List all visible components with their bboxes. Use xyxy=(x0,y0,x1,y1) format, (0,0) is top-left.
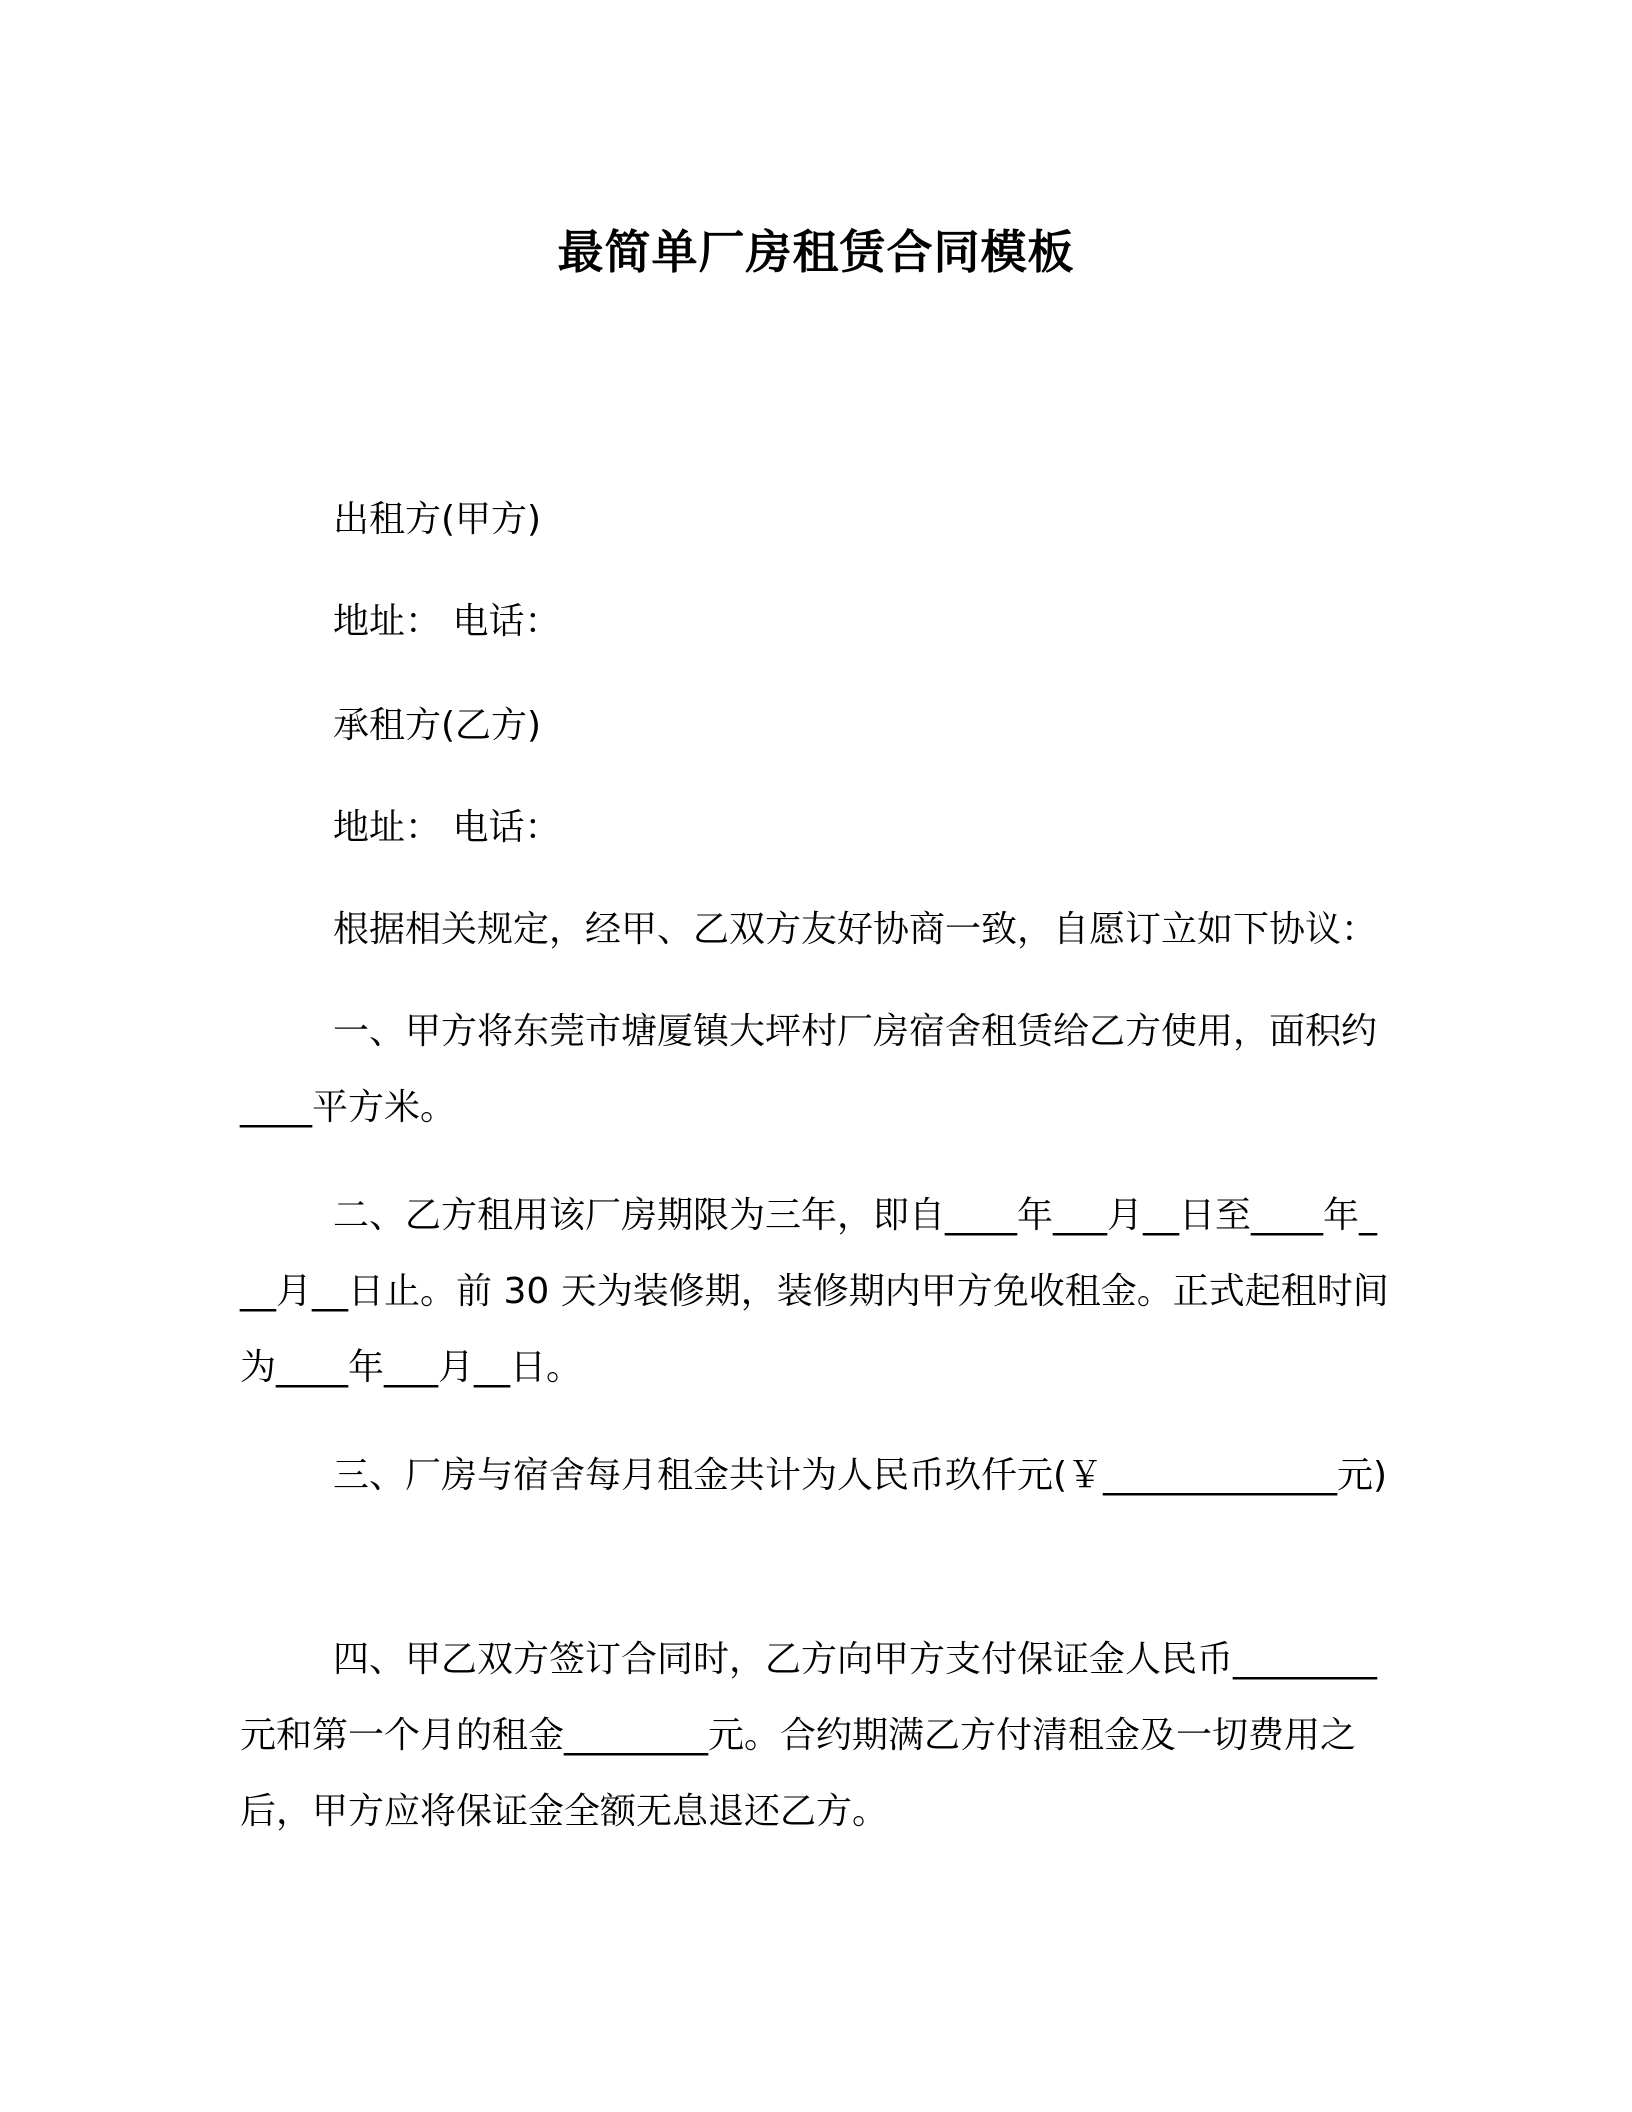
lessee-label: 承租方(乙方) xyxy=(333,705,542,746)
intro-paragraph: 根据相关规定，经甲、乙双方友好协商一致，自愿订立如下协议： xyxy=(333,909,1378,950)
lessor-label: 出租方(甲方) xyxy=(333,499,542,540)
clause-4: 四、甲乙双方签订合同时，乙方向甲方支付保证金人民币________元和第一个月的租金________元。合约期满乙方付清租金及一切费用之后，甲方应将保证金全额无息退还乙方。 xyxy=(240,1639,1378,1832)
clause-1: 一、甲方将东莞市塘厦镇大坪村厂房宿舍租赁给乙方使用，面积约____平方米。 xyxy=(240,1011,1378,1128)
lessor-contact: 地址： 电话： xyxy=(333,601,561,642)
document-title: 最简单厂房租赁合同模板 xyxy=(557,225,1075,279)
lessee-contact: 地址： 电话： xyxy=(333,807,561,848)
clause-3: 三、厂房与宿舍每月租金共计为人民币玖仟元(￥_____________元) xyxy=(333,1455,1388,1496)
clause-2: 二、乙方租用该厂房期限为三年，即自____年___月__日至____年___月__日止。前 30 天为装修期，装修期内甲方免收租金。正式起租时间为____年___月__日。 xyxy=(240,1195,1389,1388)
